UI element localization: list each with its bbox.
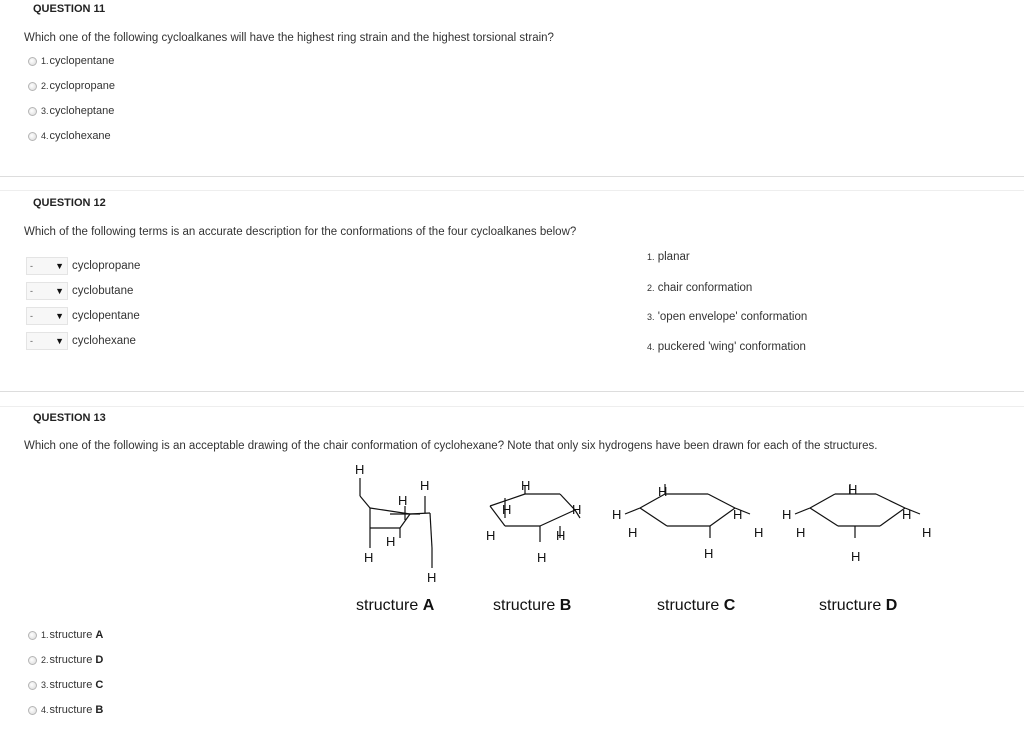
radio-button[interactable] <box>28 82 37 91</box>
option-number: 4. <box>41 131 49 141</box>
atom-label: H <box>486 528 496 543</box>
option-number: 2. <box>41 655 49 665</box>
answer-label: 'open envelope' conformation <box>657 311 808 323</box>
atom-label: H <box>851 549 861 564</box>
match-answer-4 <box>647 341 806 353</box>
atom-label: H <box>754 525 764 540</box>
match-item-label: cyclobutane <box>72 285 134 297</box>
structure-c-drawing <box>625 484 750 538</box>
atom-label: H <box>848 482 858 497</box>
structure-c-label: structure C <box>657 597 736 614</box>
option-number: 3. <box>41 680 49 690</box>
atom-label: H <box>733 507 743 522</box>
option-number: 1. <box>41 56 49 66</box>
dropdown-arrow-icon: ▼ <box>55 336 64 346</box>
option-letter: B <box>95 704 104 716</box>
select-value: - <box>30 336 33 346</box>
option-label: cyclopentane <box>49 55 115 67</box>
answer-number: 3. <box>647 312 655 322</box>
question-12-prompt: Which of the following terms is an accurate description for the conformations of the four cycloalkanes below? <box>24 226 577 238</box>
dropdown-arrow-icon: ▼ <box>55 261 64 271</box>
option-label: cyclohexane <box>49 130 111 142</box>
select-value: - <box>30 261 33 271</box>
option-letter: D <box>95 654 104 666</box>
match-answer-1 <box>647 251 690 263</box>
q11-option-4[interactable] <box>28 130 111 142</box>
answer-label: planar <box>657 251 690 263</box>
option-number: 1. <box>41 630 49 640</box>
question-11-title: QUESTION 11 <box>33 3 106 15</box>
radio-button[interactable] <box>28 132 37 141</box>
atom-label: H <box>922 525 932 540</box>
atom-label: H <box>521 478 531 493</box>
section-divider <box>0 391 1024 392</box>
atom-label: H <box>364 550 374 565</box>
question-12-title: QUESTION 12 <box>33 197 106 209</box>
dropdown-arrow-icon: ▼ <box>55 286 64 296</box>
atom-label: H <box>556 528 566 543</box>
atom-label: H <box>902 507 912 522</box>
section-divider <box>0 176 1024 177</box>
atom-label: H <box>782 507 792 522</box>
radio-button[interactable] <box>28 706 37 715</box>
match-item-label: cyclopropane <box>72 260 141 272</box>
match-select[interactable] <box>26 257 68 275</box>
atom-label: H <box>628 525 638 540</box>
q13-option-2[interactable] <box>28 654 103 666</box>
match-item-label: cyclohexane <box>72 335 136 347</box>
match-answer-2 <box>647 282 752 294</box>
section-divider <box>0 406 1024 407</box>
option-label: cycloheptane <box>49 105 115 117</box>
option-number: 2. <box>41 81 49 91</box>
atom-label: H <box>502 502 512 517</box>
radio-button[interactable] <box>28 107 37 116</box>
atom-label: H <box>427 570 437 585</box>
match-row-cyclopentane <box>26 307 140 325</box>
option-label: structure <box>49 679 93 691</box>
option-label: structure <box>49 629 93 641</box>
atom-label: H <box>704 546 714 561</box>
question-13-title: QUESTION 13 <box>33 412 106 424</box>
structures-figure <box>0 458 1024 598</box>
q11-option-1[interactable] <box>28 55 114 67</box>
radio-button[interactable] <box>28 681 37 690</box>
atom-label: H <box>355 462 365 477</box>
q11-option-2[interactable] <box>28 80 115 92</box>
q13-option-3[interactable] <box>28 679 103 691</box>
question-11-prompt: Which one of the following cycloalkanes will have the highest ring strain and the highest torsional strain? <box>24 32 554 44</box>
radio-button[interactable] <box>28 631 37 640</box>
radio-button[interactable] <box>28 57 37 66</box>
select-value: - <box>30 286 33 296</box>
option-letter: A <box>95 629 104 641</box>
q13-option-4[interactable] <box>28 704 103 716</box>
question-13-prompt: Which one of the following is an acceptable drawing of the chair conformation of cyclohexane? Note that only six hydrogens have been drawn for each of the structures. <box>24 440 878 452</box>
match-answer-3 <box>647 311 807 323</box>
answer-number: 1. <box>647 252 655 262</box>
section-divider <box>0 190 1024 191</box>
radio-button[interactable] <box>28 656 37 665</box>
structure-b-label: structure B <box>493 597 572 614</box>
answer-number: 4. <box>647 342 655 352</box>
match-row-cyclopropane <box>26 257 140 275</box>
option-label: cyclopropane <box>49 80 115 92</box>
select-value: - <box>30 311 33 321</box>
match-row-cyclohexane <box>26 332 136 350</box>
answer-label: puckered 'wing' conformation <box>657 341 806 353</box>
atom-label: H <box>537 550 547 565</box>
structure-a-label: structure A <box>356 597 435 614</box>
option-number: 3. <box>41 106 49 116</box>
match-select[interactable] <box>26 332 68 350</box>
structure-d-label: structure D <box>819 597 898 614</box>
match-select[interactable] <box>26 307 68 325</box>
match-item-label: cyclopentane <box>72 310 140 322</box>
atom-label: H <box>420 478 430 493</box>
match-select[interactable] <box>26 282 68 300</box>
atom-label: H <box>658 484 668 499</box>
answer-label: chair conformation <box>657 282 753 294</box>
answer-number: 2. <box>647 283 655 293</box>
atom-label: H <box>572 502 582 517</box>
q13-option-1[interactable] <box>28 629 103 641</box>
option-letter: C <box>95 679 104 691</box>
atom-label: H <box>398 493 408 508</box>
atom-label: H <box>796 525 806 540</box>
match-row-cyclobutane <box>26 282 133 300</box>
option-label: structure <box>49 654 93 666</box>
option-number: 4. <box>41 705 49 715</box>
q11-option-3[interactable] <box>28 105 114 117</box>
option-label: structure <box>49 704 93 716</box>
dropdown-arrow-icon: ▼ <box>55 311 64 321</box>
atom-label: H <box>612 507 622 522</box>
atom-label: H <box>386 534 396 549</box>
